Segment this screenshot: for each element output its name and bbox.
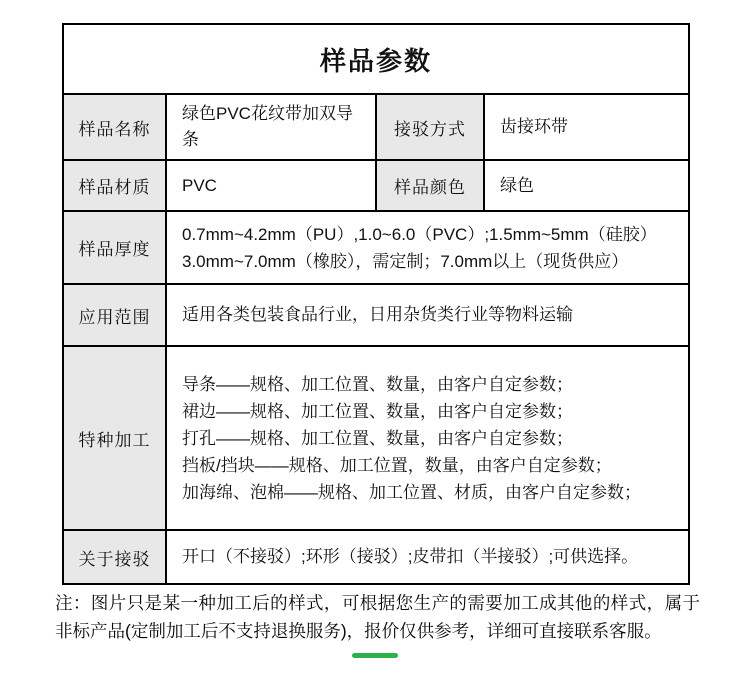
label-application-range: 应用范围 xyxy=(63,284,166,346)
sample-parameters-table xyxy=(62,23,690,585)
value-special-processing xyxy=(166,346,689,530)
label-sample-material: 样品材质 xyxy=(63,160,166,211)
value-sample-thickness xyxy=(166,211,689,284)
value-about-joint: 开口（不接驳）;环形（接驳）;皮带扣（半接驳）;可供选择。 xyxy=(166,530,689,584)
thickness-line-1: 0.7mm~4.2mm（PU）,1.0~6.0（PVC）;1.5mm~5mm（硅胶） xyxy=(182,224,657,244)
label-sample-color: 样品颜色 xyxy=(376,160,484,211)
value-sample-material: PVC xyxy=(166,160,376,211)
value-sample-color: 绿色 xyxy=(484,160,689,211)
special-line-skirt-edge: 裙边——规格、加工位置、数量，由客户自定参数； xyxy=(182,401,573,421)
footnote-text: 注：图片只是某一种加工后的样式，可根据您生产的需要加工成其他的样式，属于非标产品(定制加工后不支持退换服务)，报价仅供参考，详细可直接联系客服。 xyxy=(55,593,700,641)
value-sample-name: 绿色PVC花纹带加双导条 xyxy=(166,94,376,160)
special-line-baffle-block: 挡板/挡块——规格、加工位置，数量，由客户自定参数； xyxy=(182,455,612,475)
value-connect-method: 齿接环带 xyxy=(484,94,689,160)
table-title: 样品参数 xyxy=(63,24,689,94)
label-special-processing: 特种加工 xyxy=(63,346,166,530)
thickness-line-2: 3.0mm~7.0mm（橡胶），需定制；7.0mm以上（现货供应） xyxy=(182,251,629,271)
label-about-joint: 关于接驳 xyxy=(63,530,166,584)
special-line-guide-strip: 导条——规格、加工位置、数量，由客户自定参数； xyxy=(182,374,573,394)
label-sample-name: 样品名称 xyxy=(63,94,166,160)
green-accent-divider xyxy=(352,653,398,658)
value-application-range: 适用各类包装食品行业，日用杂货类行业等物料运输 xyxy=(166,284,689,346)
special-line-sponge-foam: 加海绵、泡棉——规格、加工位置、材质，由客户自定参数； xyxy=(182,482,641,502)
label-sample-thickness: 样品厚度 xyxy=(63,211,166,284)
label-connect-method: 接驳方式 xyxy=(376,94,484,160)
special-line-punching: 打孔——规格、加工位置、数量，由客户自定参数； xyxy=(182,428,573,448)
